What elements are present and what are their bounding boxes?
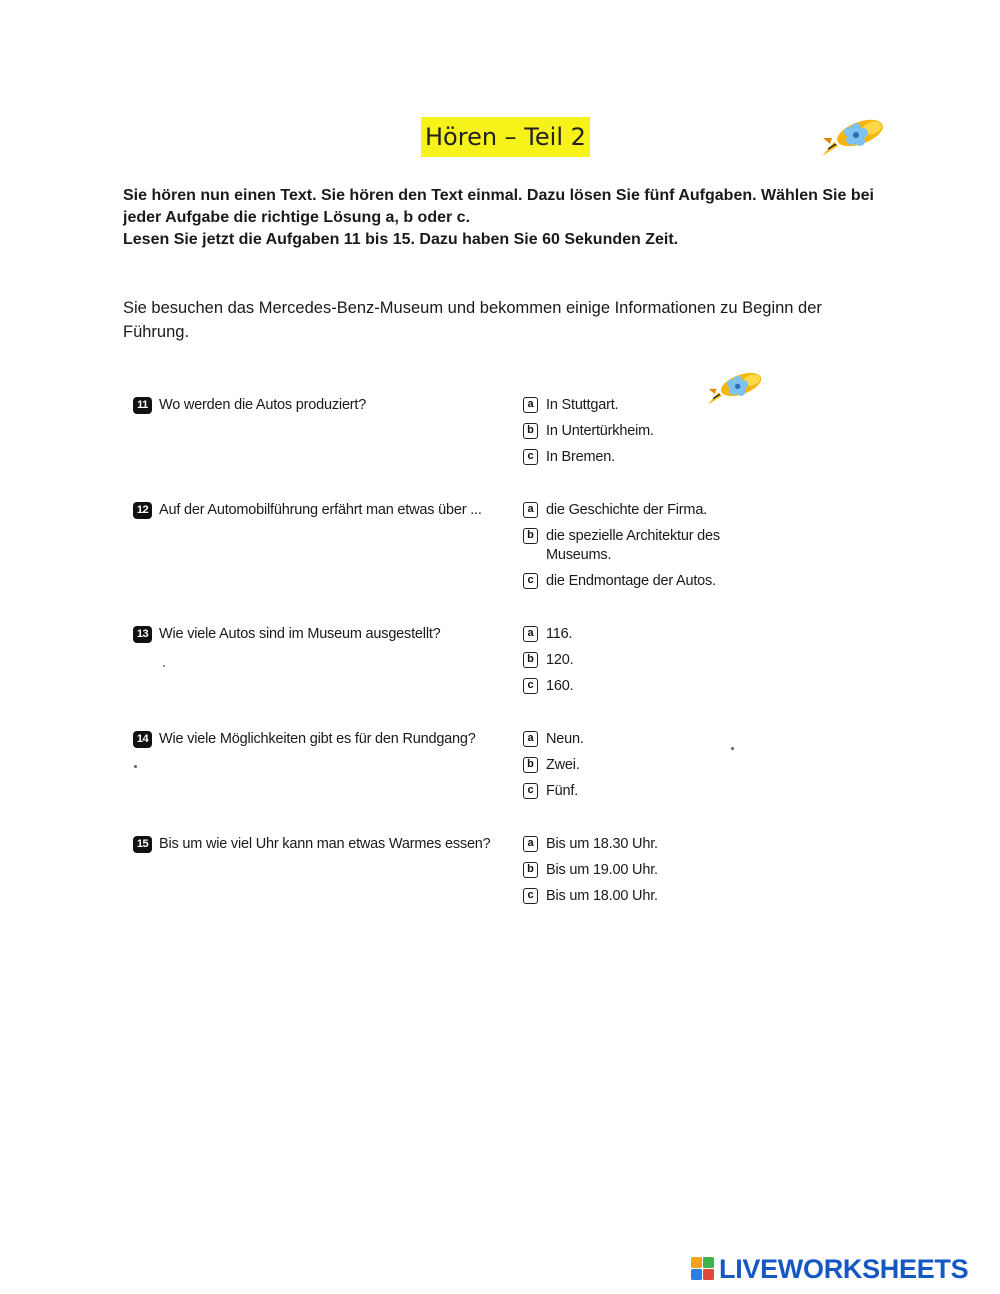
- option-text: Neun.: [546, 731, 584, 747]
- option-letter: c: [523, 888, 538, 904]
- option-letter: a: [523, 397, 538, 413]
- option-text: 160.: [546, 678, 574, 694]
- page-title: Hören – Teil 2: [421, 117, 590, 157]
- option-a[interactable]: [523, 396, 753, 415]
- option-letter: c: [523, 783, 538, 799]
- option-text: 116.: [546, 626, 573, 642]
- instructions-line: Lesen Sie jetzt die Aufgaben 11 bis 15. Dazu haben Sie 60 Sekunden Zeit.: [123, 231, 679, 248]
- option-text: Fünf.: [546, 783, 579, 799]
- option-letter: c: [523, 678, 538, 694]
- option-text: die Endmontage der Autos.: [546, 573, 716, 589]
- option-text: Bis um 18.00 Uhr.: [546, 888, 658, 904]
- option-c[interactable]: [523, 887, 753, 906]
- answer-options: [523, 625, 753, 703]
- option-letter: a: [523, 502, 538, 518]
- option-a[interactable]: [523, 501, 753, 520]
- scan-speck: [163, 665, 165, 667]
- question-number: 15: [133, 836, 152, 853]
- intro-text: Sie besuchen das Mercedes-Benz-Museum und bekommen einige Informationen zu Beginn der Führung.: [123, 299, 822, 341]
- option-a[interactable]: [523, 730, 753, 749]
- option-letter: c: [523, 449, 538, 465]
- option-text: 120.: [546, 652, 574, 668]
- instructions: [123, 185, 893, 251]
- question-number: 13: [133, 626, 152, 643]
- option-text: In Bremen.: [546, 449, 615, 465]
- option-text: In Stuttgart.: [546, 397, 619, 413]
- option-letter: b: [523, 528, 538, 544]
- option-text: die Geschichte der Firma.: [546, 502, 708, 518]
- option-text: die spezielle Architektur des Museums.: [546, 528, 720, 563]
- question-number: 11: [133, 397, 152, 414]
- option-c[interactable]: [523, 782, 753, 801]
- question-text: Wo werden die Autos produziert?: [159, 397, 367, 413]
- option-b[interactable]: [523, 861, 753, 880]
- answer-options: [523, 730, 753, 808]
- scan-speck: [731, 747, 734, 750]
- question-text: Wie viele Möglichkeiten gibt es für den Rundgang?: [159, 731, 476, 747]
- scan-speck: [134, 765, 137, 768]
- option-letter: b: [523, 862, 538, 878]
- option-c[interactable]: [523, 677, 753, 696]
- option-letter: b: [523, 757, 538, 773]
- option-letter: c: [523, 573, 538, 589]
- answer-options: [523, 835, 753, 913]
- option-letter: a: [523, 731, 538, 747]
- option-letter: a: [523, 626, 538, 642]
- option-text: Zwei.: [546, 757, 580, 773]
- option-text: In Untertürkheim.: [546, 423, 654, 439]
- option-b[interactable]: [523, 756, 753, 775]
- logo-text: LIVEWORKSHEETS: [719, 1254, 969, 1284]
- option-c[interactable]: [523, 448, 753, 467]
- option-c[interactable]: [523, 572, 753, 591]
- option-text: Bis um 19.00 Uhr.: [546, 862, 658, 878]
- option-letter: b: [523, 423, 538, 439]
- answer-options: [523, 396, 753, 474]
- option-b[interactable]: [523, 527, 736, 565]
- question-text: Wie viele Autos sind im Museum ausgestellt?: [159, 626, 441, 642]
- option-text: Bis um 18.30 Uhr.: [546, 836, 658, 852]
- question-text: Auf der Automobilführung erfährt man etwas über ...: [159, 502, 482, 518]
- liveworksheets-logo-icon: [691, 1257, 715, 1281]
- option-b[interactable]: [523, 422, 753, 441]
- option-a[interactable]: [523, 835, 753, 854]
- option-b[interactable]: [523, 651, 753, 670]
- option-letter: b: [523, 652, 538, 668]
- answer-options: [523, 501, 753, 598]
- rocket-flower-icon: [820, 116, 886, 158]
- question-text: Bis um wie viel Uhr kann man etwas Warmes essen?: [159, 836, 491, 852]
- option-a[interactable]: [523, 625, 753, 644]
- question-number: 12: [133, 502, 152, 519]
- instructions-line: Sie hören nun einen Text. Sie hören den Text einmal. Dazu lösen Sie fünf Aufgaben. Wählen Sie bei jeder Aufgabe die richtige Lösung a, b oder c.: [123, 187, 874, 226]
- option-letter: a: [523, 836, 538, 852]
- question-number: 14: [133, 731, 152, 748]
